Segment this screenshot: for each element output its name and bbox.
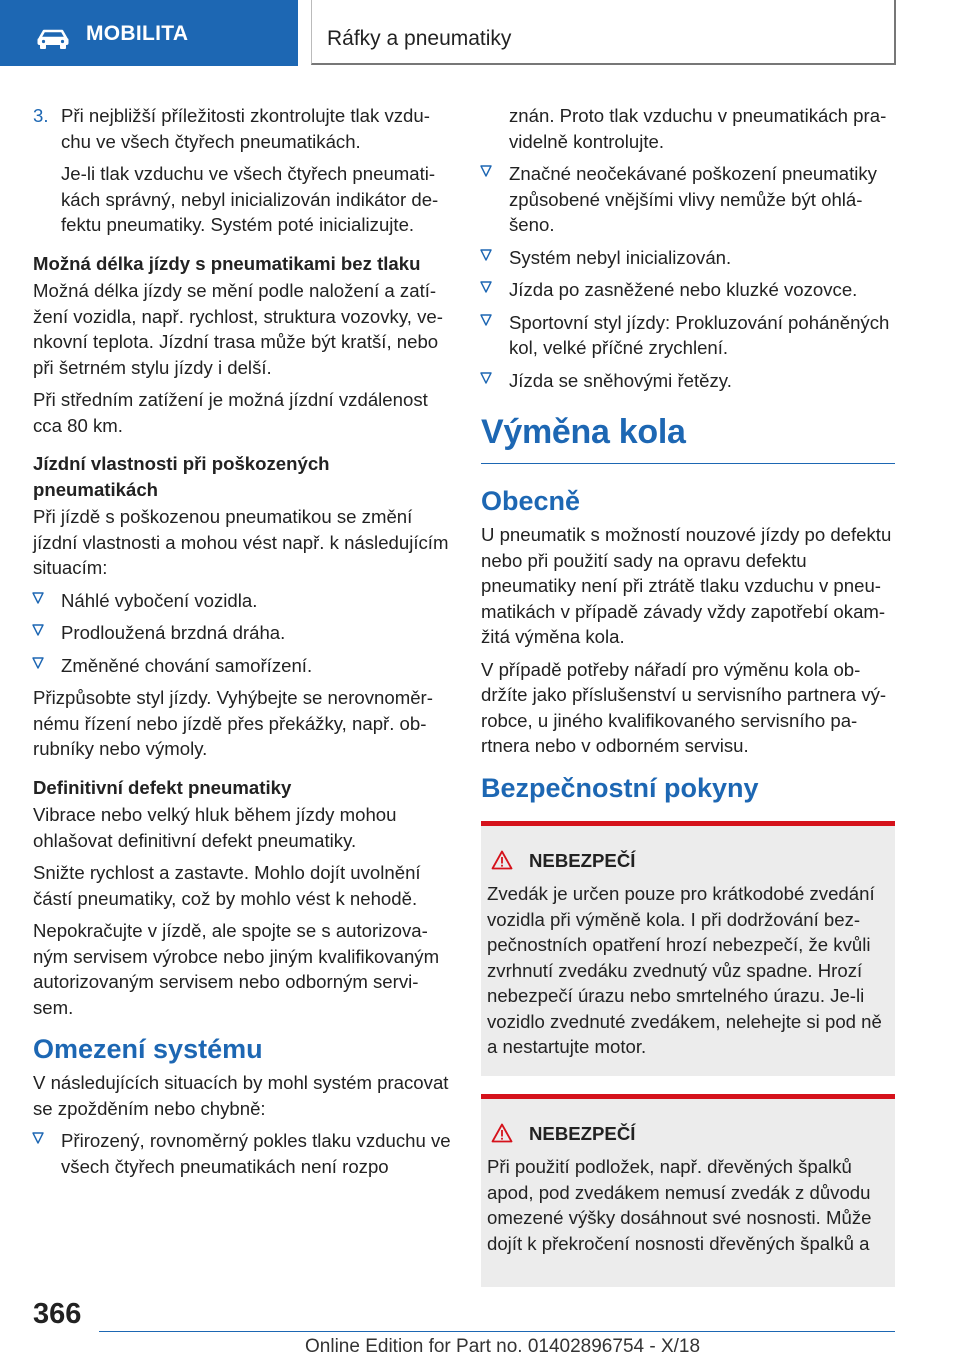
page-number: 366: [33, 1298, 82, 1330]
triangle-bullet-icon: [31, 656, 45, 670]
danger-header: [487, 848, 887, 874]
list-item: [33, 1128, 451, 1179]
list-item: [33, 653, 451, 679]
chapter-title: Ráfky a pneumatiky: [327, 27, 512, 50]
list-item-text: Jízda po zasněžené nebo kluzké vozovce.: [509, 279, 858, 300]
section-tab[interactable]: [0, 0, 298, 66]
list-item: [481, 277, 895, 303]
heading-wheel-change: Výměna kola: [481, 409, 895, 464]
triangle-bullet-icon: [31, 1131, 45, 1145]
danger-box: [481, 821, 895, 1076]
danger-header: [487, 1121, 887, 1147]
paragraph: Při středním zatížení je možná jízdní vzdálenost cca 80 km.: [33, 389, 428, 436]
list-item-text: Náhlé vybočení vozidla.: [61, 589, 258, 611]
triangle-bullet-icon: [479, 371, 493, 385]
heading-range: Možná délka jízdy s pneumatikami bez tlaku: [33, 252, 421, 274]
chapter-title-box[interactable]: [311, 0, 896, 65]
list-item: [33, 588, 451, 614]
paragraph: U pneumatik s možností nouzové jízdy po defektu nebo při použití sady na opravu defektu pneumatiky není při ztrátě tlaku vzduchu v pneumatikách v případě závady vždy zapotřebí okamžitá výměna kola.: [481, 524, 892, 647]
triangle-bullet-icon: [31, 623, 45, 637]
right-column: [481, 103, 895, 1305]
triangle-bullet-icon: [479, 280, 493, 294]
footer-divider: [99, 1331, 895, 1332]
heading-defect: Definitivní defekt pneumatiky: [33, 776, 292, 798]
step-text: Při nejbližší příležitosti zkontrolujte tlak vzduchu ve všech čtyřech pneumatikách.: [61, 105, 430, 152]
heading-safety: Bezpečnostní pokyny: [481, 772, 759, 803]
danger-text: Při použití podložek, např. dřevěných špalků apod, pod zvedákem nemusí zvedák z důvodu omezené výšky dosáhnout své nosnosti. Může dojít k překročení nosnosti dřevěných špalků a: [487, 1156, 872, 1254]
heading-system-limits: Omezení systému: [33, 1034, 263, 1064]
list-item-continuation: znán. Proto tlak vzduchu v pneumatikách pravidelně kontrolujte.: [509, 105, 887, 152]
list-item-text: Jízda se sněhovými řetězy.: [509, 369, 732, 391]
danger-box: [481, 1094, 895, 1287]
heading-general: Obecně: [481, 486, 581, 516]
triangle-bullet-icon: [31, 591, 45, 605]
paragraph: Snižte rychlost a zastavte. Mohlo dojít uvolnění částí pneumatiky, což by mohlo vést k nehodě.: [33, 862, 421, 909]
section-label: MOBILITA: [86, 22, 189, 45]
danger-title: NEBEZPEČÍ: [529, 849, 636, 871]
list-item-text: Systém nebyl inicializován.: [509, 246, 732, 268]
step-item: [33, 103, 451, 154]
list-item-text: Změněné chování samořízení.: [61, 654, 313, 676]
paragraph: Přizpůsobte styl jízdy. Vyhýbejte se nerovnoměrnému řízení nebo jízdě přes překážky, např. obrubníky nebo výmoly.: [33, 687, 433, 759]
warning-triangle-icon: [491, 1123, 513, 1143]
danger-text: Zvedák je určen pouze pro krátkodobé zvedání vozidla při výměně kola. I při dodržování bezpečnostních opatření hrozí nebezpečí, že kvůli zvrhnutí zvedáku zvednutý vůz spadne. Hrozí nebezpečí úrazu nebo smrtelného úrazu. Je-li vozidlo zvednuté zvedákem, nelehejte si pod ně a nestartujte motor.: [487, 883, 882, 1057]
edition-footer: Online Edition for Part no. 01402896754 - X/18: [305, 1336, 701, 1357]
list-item-text: Značné neočekávané poškození pneumatiky způsobené vnějšími vlivy nemůže být ohlášeno.: [509, 163, 877, 235]
list-item: [481, 310, 895, 361]
left-column: [33, 103, 451, 1186]
list-item: [481, 368, 895, 394]
list-item: [481, 161, 895, 238]
triangle-bullet-icon: [479, 248, 493, 262]
triangle-bullet-icon: [479, 313, 493, 327]
paragraph: V následujících situacích by mohl systém pracovat se zpožděním nebo chybně:: [33, 1072, 449, 1119]
triangle-bullet-icon: [479, 164, 493, 178]
list-item-text: Prodloužená brzdná dráha.: [61, 622, 286, 643]
car-icon: [36, 29, 70, 49]
paragraph: Nepokračujte v jízdě, ale spojte se s autorizovaným servisem výrobce nebo jiným kvalifikovaným autorizovaným servisem nebo odborným servisem.: [33, 920, 440, 1018]
paragraph: V případě potřeby nářadí pro výměnu kola obdržíte jako příslušenství u servisního partnera výrobce, u jiného kvalifikovaného servisního partnera nebo v odborném servisu.: [481, 658, 887, 756]
paragraph: Možná délka jízdy se mění podle naložení a zatížení vozidla, např. rychlost, struktura vozovky, venkovní teplota. Jízdní trasa může být kratší, nebo při šetrném stylu jízdy i delší.: [33, 280, 443, 378]
list-item: [481, 245, 895, 271]
page-header: [0, 0, 960, 66]
step-number: 3.: [33, 105, 49, 126]
paragraph: Při jízdě s poškozenou pneumatikou se změní jízdní vlastnosti a mohou vést např. k následujícím situacím:: [33, 506, 449, 578]
list-item-text: Přirozený, rovnoměrný pokles tlaku vzduchu ve všech čtyřech pneumatikách není rozpo: [61, 1130, 451, 1177]
paragraph: Vibrace nebo velký hluk během jízdy mohou ohlašovat definitivní defekt pneumatiky.: [33, 804, 397, 851]
list-item: [33, 620, 451, 646]
list-item-text: Sportovní styl jízdy: Prokluzování poháněných kol, velké příčné zrychlení.: [509, 311, 890, 358]
danger-title: NEBEZPEČÍ: [529, 1122, 636, 1144]
heading-driving: Jízdní vlastnosti při poškozených pneumatikách: [33, 453, 330, 500]
step-subtext: Je-li tlak vzduchu ve všech čtyřech pneumatikách správný, nebyl inicializován indikátor defektu pneumatiky. Systém poté inicializujte.: [61, 163, 439, 235]
warning-triangle-icon: [491, 850, 513, 870]
